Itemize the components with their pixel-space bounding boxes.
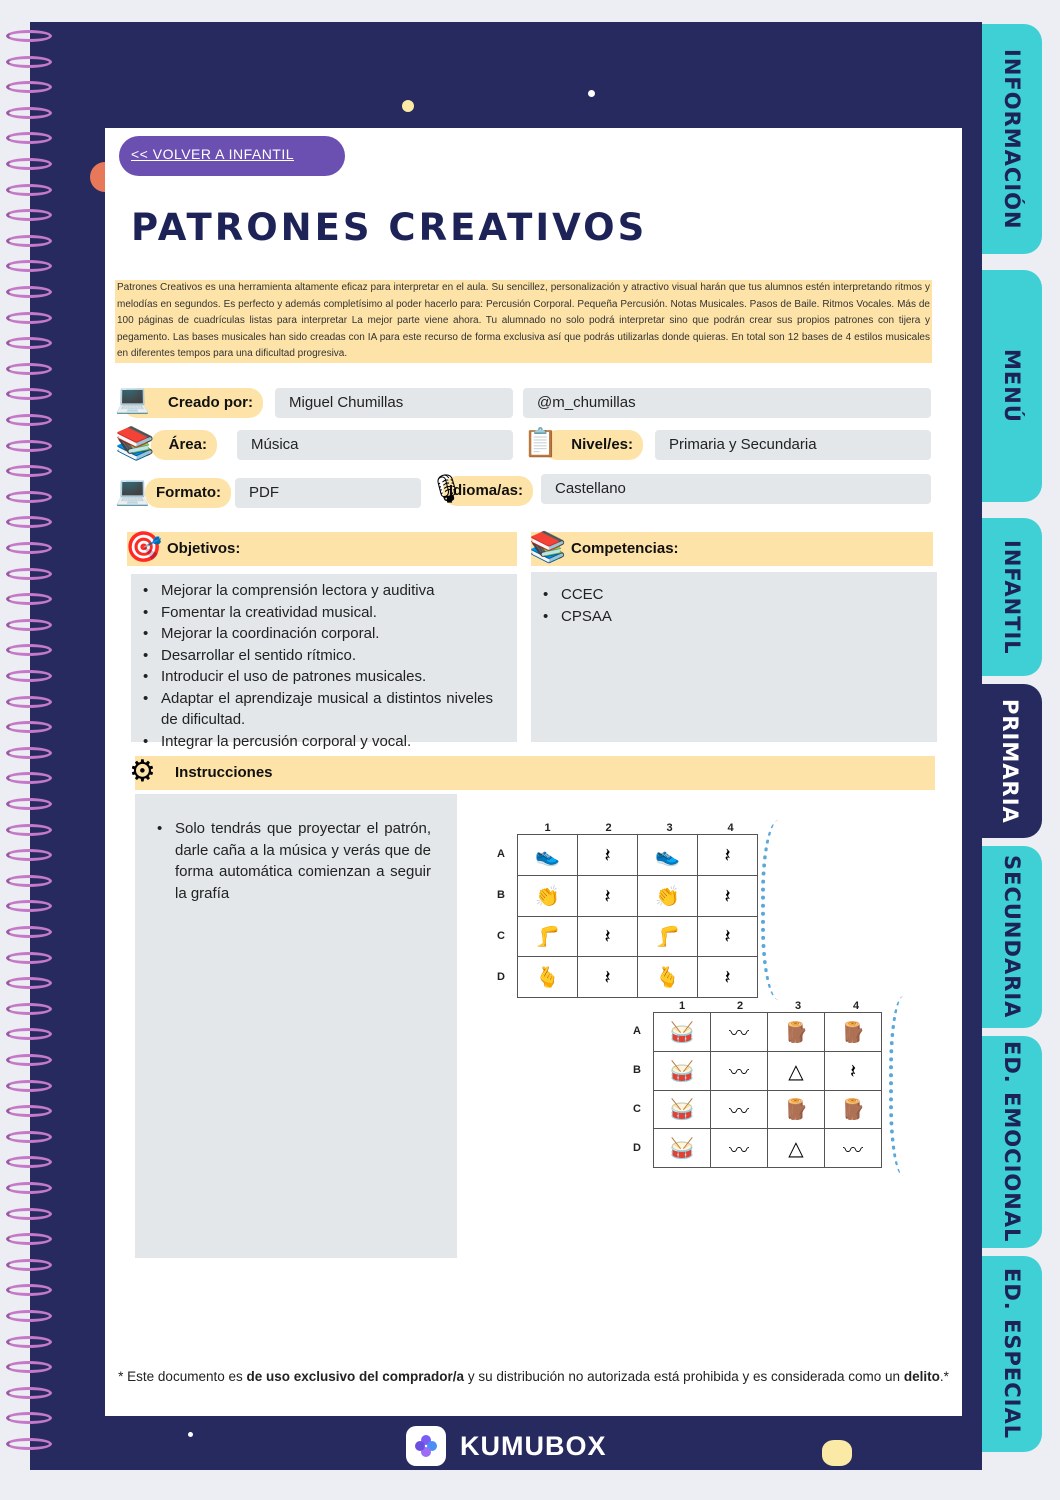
spiral-ring bbox=[6, 772, 52, 784]
notice-bold: delito bbox=[903, 1369, 940, 1384]
spiral-ring bbox=[6, 312, 52, 324]
spiral-ring bbox=[6, 516, 52, 528]
idioma-value: Castellano bbox=[541, 474, 931, 504]
spiral-ring bbox=[6, 1105, 52, 1117]
laptop-icon: 💻 bbox=[115, 382, 150, 415]
notice-text: .* bbox=[939, 1369, 949, 1384]
spiral-ring bbox=[6, 1361, 52, 1373]
spiral-ring bbox=[6, 158, 52, 170]
spiral-ring bbox=[6, 747, 52, 759]
pattern-cell: 〰 bbox=[711, 1013, 768, 1052]
objetivos-list bbox=[131, 574, 517, 750]
author-value: Miguel Chumillas bbox=[275, 388, 513, 418]
grid-column-number: 2 bbox=[736, 1000, 744, 1012]
copyright-notice bbox=[105, 1366, 962, 1387]
clipboard-icon: 📋 bbox=[523, 426, 558, 459]
notice-text: * Este documento es bbox=[118, 1369, 247, 1384]
spiral-ring bbox=[6, 824, 52, 836]
area-value: Música bbox=[237, 430, 513, 460]
pattern-cell: 🥁 bbox=[654, 1051, 711, 1090]
spiral-ring bbox=[6, 721, 52, 733]
music-staff-decoration bbox=[761, 820, 805, 1000]
spiral-ring bbox=[6, 1028, 52, 1040]
grid-column-number: 3 bbox=[794, 1000, 802, 1012]
list-item: • Desarrollar el sentido rítmico. bbox=[161, 645, 493, 667]
list-item: • Mejorar la comprensión lectora y auditiva bbox=[161, 580, 493, 602]
pattern-grid-1 bbox=[497, 822, 761, 998]
spiral-ring bbox=[6, 363, 52, 375]
pattern-cell: 👟 bbox=[518, 835, 578, 876]
list-item: • CCEC bbox=[561, 584, 913, 606]
spiral-ring bbox=[6, 900, 52, 912]
grid-column-number: 4 bbox=[852, 1000, 860, 1012]
star-decoration bbox=[188, 1432, 193, 1437]
spiral-ring bbox=[6, 1336, 52, 1348]
description-text: Patrones Creativos es una herramienta altamente eficaz para interpretar en el aula. Su sencillez, personalización y atractivo visual harán que tus alumnos estén interpretando ritmos y melodías en segundos. Es perfecto y además completísimo al poder hacerlo para: Percusión Corporal. Pequeña Percusión. Notas Musicales. Pasos de Baile. Ritmos Vocales. Más de 100 páginas de cuadrículas listas para interpretar La mejor parte viene ahora. Tu alumnado no solo podrá interpretar sino que podrán crear sus propios patrones con tijera y pegamento. Las bases musicales han sido creadas con IA para este recurso de forma exclusiva así que podrás utilizarlas donde quieras. En total son 12 bases de 4 estilos musicales en diferentes tempos para una dificultad progresiva. bbox=[115, 280, 932, 363]
tab-label: ED. EMOCIONAL bbox=[1000, 1041, 1024, 1243]
pattern-cell: 𝄽 bbox=[698, 835, 758, 876]
pattern-cell: 𝄽 bbox=[578, 957, 638, 998]
spiral-ring bbox=[6, 56, 52, 68]
tab-label: PRIMARIA bbox=[998, 698, 1022, 824]
laptop-icon: 💻 bbox=[115, 474, 150, 507]
spiral-ring bbox=[6, 1208, 52, 1220]
tab-infantil[interactable] bbox=[982, 518, 1042, 676]
formato-label: Formato: bbox=[145, 478, 231, 508]
pattern-cell: 🫰 bbox=[518, 957, 578, 998]
instrucciones-body bbox=[135, 794, 457, 1258]
pattern-cell: 🥁 bbox=[654, 1090, 711, 1129]
pattern-cell: 𝄽 bbox=[578, 875, 638, 916]
microphone-icon: 🎙 bbox=[429, 472, 465, 505]
pattern-cell: 〰 bbox=[711, 1051, 768, 1090]
tab-primaria[interactable] bbox=[978, 684, 1042, 838]
grid-row-letter: D bbox=[497, 971, 505, 983]
spiral-ring bbox=[6, 414, 52, 426]
spiral-ring bbox=[6, 132, 52, 144]
list-item: • Introducir el uso de patrones musicales. bbox=[161, 666, 493, 688]
spiral-ring bbox=[6, 568, 52, 580]
grid-row-letter: D bbox=[633, 1142, 641, 1154]
spiral-ring bbox=[6, 491, 52, 503]
pattern-cell: 🥁 bbox=[654, 1013, 711, 1052]
pattern-cell: 🦵 bbox=[638, 916, 698, 957]
tab-label: INFANTIL bbox=[1000, 539, 1024, 655]
spiral-ring bbox=[6, 209, 52, 221]
formato-value: PDF bbox=[235, 478, 421, 508]
page-title: PATRONES CREATIVOS bbox=[131, 206, 648, 249]
pattern-cell: 🪵 bbox=[825, 1090, 882, 1129]
list-item: • Solo tendrás que proyectar el patrón, darle caña a la música y verás que de forma automática comienzan a seguir la grafía bbox=[175, 818, 431, 904]
tab-ed-emocional[interactable] bbox=[982, 1036, 1042, 1248]
spiral-ring bbox=[6, 81, 52, 93]
spiral-ring bbox=[6, 593, 52, 605]
grid-column-number: 1 bbox=[678, 1000, 686, 1012]
spiral-ring bbox=[6, 107, 52, 119]
spiral-ring bbox=[6, 670, 52, 682]
tab-label: MENÚ bbox=[1000, 349, 1024, 423]
list-item: • Mejorar la coordinación corporal. bbox=[161, 623, 493, 645]
pattern-table-1 bbox=[497, 822, 761, 998]
spiral-ring bbox=[6, 388, 52, 400]
target-icon: 🎯 bbox=[125, 530, 163, 565]
gear-icon: ⚙ bbox=[129, 754, 156, 789]
spiral-ring bbox=[6, 184, 52, 196]
spiral-ring bbox=[6, 1259, 52, 1271]
pattern-cell: 👏 bbox=[638, 875, 698, 916]
notice-text: y su distribución no autorizada está prohibida y es considerada como un bbox=[464, 1369, 904, 1384]
spiral-ring bbox=[6, 926, 52, 938]
spiral-ring bbox=[6, 849, 52, 861]
spiral-ring bbox=[6, 1156, 52, 1168]
pattern-cell: 𝄽 bbox=[578, 835, 638, 876]
spiral-ring bbox=[6, 1003, 52, 1015]
spiral-ring bbox=[6, 1054, 52, 1066]
pattern-cell: 🦵 bbox=[518, 916, 578, 957]
pattern-cell: 🫰 bbox=[638, 957, 698, 998]
area-label: Área: bbox=[151, 430, 217, 460]
pattern-cell: 〰 bbox=[825, 1129, 882, 1168]
books-icon: 📚 bbox=[115, 424, 155, 462]
books-icon: 📚 bbox=[529, 530, 567, 565]
pattern-cell: 𝄽 bbox=[698, 916, 758, 957]
tab-secundaria[interactable] bbox=[982, 846, 1042, 1028]
grid-row-letter: A bbox=[497, 848, 505, 860]
pattern-cell: 🪵 bbox=[825, 1013, 882, 1052]
list-item: • Fomentar la creatividad musical. bbox=[161, 602, 493, 624]
spiral-ring bbox=[6, 30, 52, 42]
spiral-ring bbox=[6, 1080, 52, 1092]
spiral-ring bbox=[6, 286, 52, 298]
list-item: • Integrar la percusión corporal y vocal. bbox=[161, 731, 493, 753]
nivel-label: Nivel/es: bbox=[543, 430, 643, 460]
spiral-ring bbox=[6, 542, 52, 554]
spiral-ring bbox=[6, 465, 52, 477]
spiral-ring bbox=[6, 1387, 52, 1399]
tab-label: INFORMACIÓN bbox=[1000, 48, 1024, 230]
pattern-grid-2 bbox=[633, 1000, 885, 1168]
spiral-ring bbox=[6, 1284, 52, 1296]
pattern-cell: 🪵 bbox=[768, 1013, 825, 1052]
pattern-cell: 𝄽 bbox=[578, 916, 638, 957]
pattern-cell: 〰 bbox=[711, 1090, 768, 1129]
spiral-ring bbox=[6, 952, 52, 964]
pattern-cell: 🥁 bbox=[654, 1129, 711, 1168]
spiral-ring bbox=[6, 1182, 52, 1194]
objetivos-header: Objetivos: bbox=[127, 532, 517, 566]
back-to-infantil-button[interactable]: << VOLVER A INFANTIL bbox=[119, 136, 345, 176]
spiral-ring bbox=[6, 875, 52, 887]
star-decoration bbox=[588, 90, 595, 97]
spiral-ring bbox=[6, 1310, 52, 1322]
instrucciones-header: Instrucciones bbox=[135, 756, 935, 790]
notice-bold: de uso exclusivo del comprador/a bbox=[246, 1369, 465, 1384]
music-staff-decoration bbox=[889, 996, 925, 1176]
pattern-cell: 𝄽 bbox=[825, 1051, 882, 1090]
star-decoration bbox=[822, 1440, 852, 1466]
pattern-cell: 👟 bbox=[638, 835, 698, 876]
spiral-ring bbox=[6, 260, 52, 272]
competencias-header: Competencias: bbox=[531, 532, 933, 566]
list-item: • CPSAA bbox=[561, 606, 913, 628]
pattern-table-2 bbox=[633, 1000, 885, 1168]
grid-column-number: 3 bbox=[666, 822, 673, 834]
tab-label: SECUNDARIA bbox=[1000, 855, 1024, 1019]
pattern-cell: 🪵 bbox=[768, 1090, 825, 1129]
spiral-ring bbox=[6, 977, 52, 989]
handle-value: @m_chumillas bbox=[523, 388, 931, 418]
spiral-binding bbox=[6, 30, 52, 1470]
pattern-cell: 𝄽 bbox=[698, 875, 758, 916]
pattern-cell: △ bbox=[768, 1129, 825, 1168]
list-item: • Adaptar el aprendizaje musical a distintos niveles de dificultad. bbox=[161, 688, 493, 731]
spiral-ring bbox=[6, 696, 52, 708]
content-page bbox=[105, 128, 962, 1416]
spiral-ring bbox=[6, 798, 52, 810]
kumubox-logo-icon bbox=[406, 1426, 446, 1466]
kumubox-brand[interactable] bbox=[406, 1426, 607, 1466]
pattern-cell: 𝄽 bbox=[698, 957, 758, 998]
spiral-ring bbox=[6, 1233, 52, 1245]
tab-ed-especial[interactable] bbox=[982, 1256, 1042, 1452]
grid-row-letter: C bbox=[633, 1103, 641, 1115]
pattern-cell: △ bbox=[768, 1051, 825, 1090]
grid-column-number: 4 bbox=[727, 822, 734, 834]
competencias-list bbox=[531, 572, 937, 742]
spiral-ring bbox=[6, 1412, 52, 1424]
grid-column-number: 2 bbox=[605, 822, 612, 834]
spiral-ring bbox=[6, 644, 52, 656]
spiral-ring bbox=[6, 1131, 52, 1143]
idioma-label: Idioma/as: bbox=[443, 476, 533, 506]
tab-menu[interactable] bbox=[982, 270, 1042, 502]
creado-label: Creado por: bbox=[123, 388, 263, 418]
grid-row-letter: B bbox=[633, 1064, 641, 1076]
spiral-ring bbox=[6, 337, 52, 349]
pattern-cell: 〰 bbox=[711, 1129, 768, 1168]
grid-row-letter: B bbox=[497, 889, 505, 901]
grid-row-letter: C bbox=[497, 930, 505, 942]
nivel-value: Primaria y Secundaria bbox=[655, 430, 931, 460]
grid-column-number: 1 bbox=[544, 822, 551, 834]
spiral-ring bbox=[6, 440, 52, 452]
spiral-ring bbox=[6, 235, 52, 247]
tab-label: ED. ESPECIAL bbox=[1000, 1268, 1024, 1440]
tab-informacion[interactable] bbox=[982, 24, 1042, 254]
spiral-ring bbox=[6, 619, 52, 631]
grid-row-letter: A bbox=[633, 1025, 641, 1037]
pattern-cell: 👏 bbox=[518, 875, 578, 916]
spiral-ring bbox=[6, 1438, 52, 1450]
star-decoration bbox=[402, 100, 414, 112]
brand-name: KUMUBOX bbox=[460, 1430, 607, 1461]
